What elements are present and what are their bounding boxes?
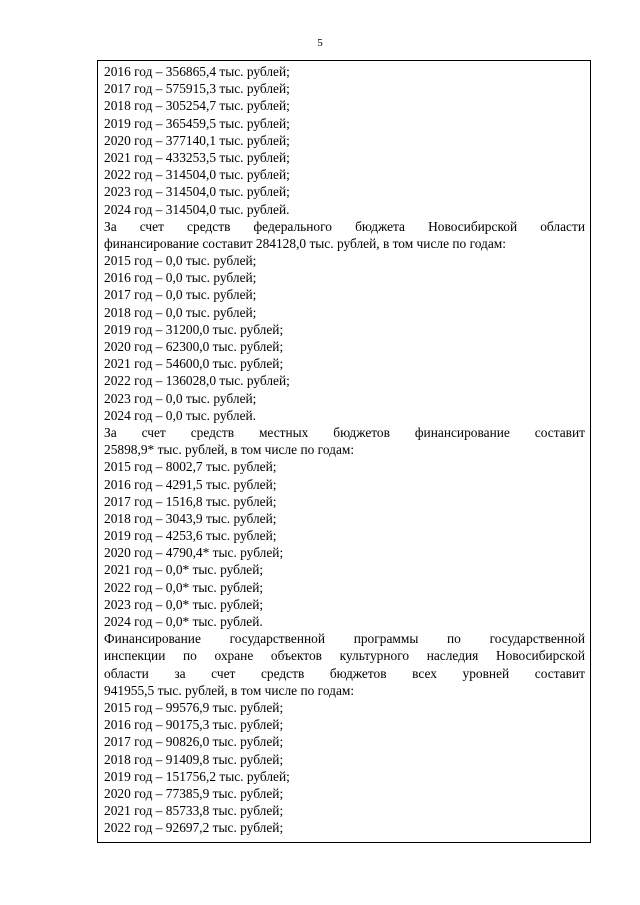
text-line: За счет средств федерального бюджета Новосибирской области — [104, 218, 585, 234]
text-line: 2018 год – 3043,9 тыс. рублей; — [104, 510, 277, 526]
text-line: 2017 год – 0,0 тыс. рублей; — [104, 287, 257, 303]
text-line: 25898,9* тыс. рублей, в том числе по годам: — [104, 442, 355, 458]
text-line: 2019 год – 31200,0 тыс. рублей; — [104, 321, 284, 337]
text-line: 2015 год – 0,0 тыс. рублей; — [104, 253, 257, 269]
text-line: Финансирование государственной программы по государственной — [104, 631, 585, 647]
text-line: 2023 год – 0,0* тыс. рублей; — [104, 596, 264, 612]
text-line: 2016 год – 356865,4 тыс. рублей; — [104, 64, 290, 79]
text-line: 2015 год – 99576,9 тыс. рублей; — [104, 699, 284, 715]
text-line: 2024 год – 0,0* тыс. рублей. — [104, 614, 263, 629]
text-line: 2016 год – 90175,3 тыс. рублей; — [104, 717, 284, 733]
text-line: 2016 год – 4291,5 тыс. рублей; — [104, 476, 277, 492]
text-line: инспекции по охране объектов культурного наследия Новосибирской — [104, 648, 585, 664]
text-line: 2021 год – 433253,5 тыс. рублей; — [104, 149, 290, 165]
text-line: 2022 год – 92697,2 тыс. рублей; — [104, 820, 284, 836]
text-line: 2019 год – 365459,5 тыс. рублей; — [104, 115, 290, 131]
text-line: 2017 год – 90826,0 тыс. рублей; — [104, 734, 284, 750]
text-line: 2021 год – 0,0* тыс. рублей; — [104, 562, 264, 578]
text-line: 2018 год – 91409,8 тыс. рублей; — [104, 751, 284, 767]
text-line: 2017 год – 575915,3 тыс. рублей; — [104, 81, 290, 97]
text-line: 2024 год – 0,0 тыс. рублей. — [104, 407, 257, 423]
text-line: 2017 год – 1516,8 тыс. рублей; — [104, 493, 277, 509]
text-line: 2020 год – 377140,1 тыс. рублей; — [104, 132, 290, 148]
text-line: 2021 год – 85733,8 тыс. рублей; — [104, 803, 284, 819]
text-line: 2021 год – 54600,0 тыс. рублей; — [104, 356, 284, 372]
text-line: 2020 год – 77385,9 тыс. рублей; — [104, 785, 284, 801]
text-line: 2022 год – 0,0* тыс. рублей; — [104, 579, 264, 595]
text-line: 2020 год – 62300,0 тыс. рублей; — [104, 339, 284, 354]
page-number: 5 — [317, 37, 323, 49]
text-line: 2019 год – 4253,6 тыс. рублей; — [104, 528, 277, 544]
text-line: 2019 год – 151756,2 тыс. рублей; — [104, 768, 290, 784]
text-line: 2022 год – 314504,0 тыс. рублей; — [104, 167, 290, 183]
text-line: 2020 год – 4790,4* тыс. рублей; — [104, 545, 284, 561]
text-line: 2015 год – 8002,7 тыс. рублей; — [104, 459, 277, 475]
text-line: 941955,5 тыс. рублей, в том числе по годам: — [104, 682, 355, 698]
text-line: 2016 год – 0,0 тыс. рублей; — [104, 270, 257, 286]
text-line: 2018 год – 0,0 тыс. рублей; — [104, 304, 257, 320]
document-text-frame — [97, 60, 591, 843]
text-line: 2023 год – 0,0 тыс. рублей; — [104, 390, 257, 406]
text-line: 2018 год – 305254,7 тыс. рублей; — [104, 98, 290, 114]
text-line: области за счет средств бюджетов всех уровней составит — [104, 665, 585, 681]
text-line: За счет средств местных бюджетов финансирование составит — [104, 424, 585, 440]
text-line: 2022 год – 136028,0 тыс. рублей; — [104, 373, 290, 389]
text-line: 2023 год – 314504,0 тыс. рублей; — [104, 184, 290, 200]
text-line: 2024 год – 314504,0 тыс. рублей. — [104, 201, 290, 217]
text-line: финансирование составит 284128,0 тыс. рублей, в том числе по годам: — [104, 235, 506, 251]
